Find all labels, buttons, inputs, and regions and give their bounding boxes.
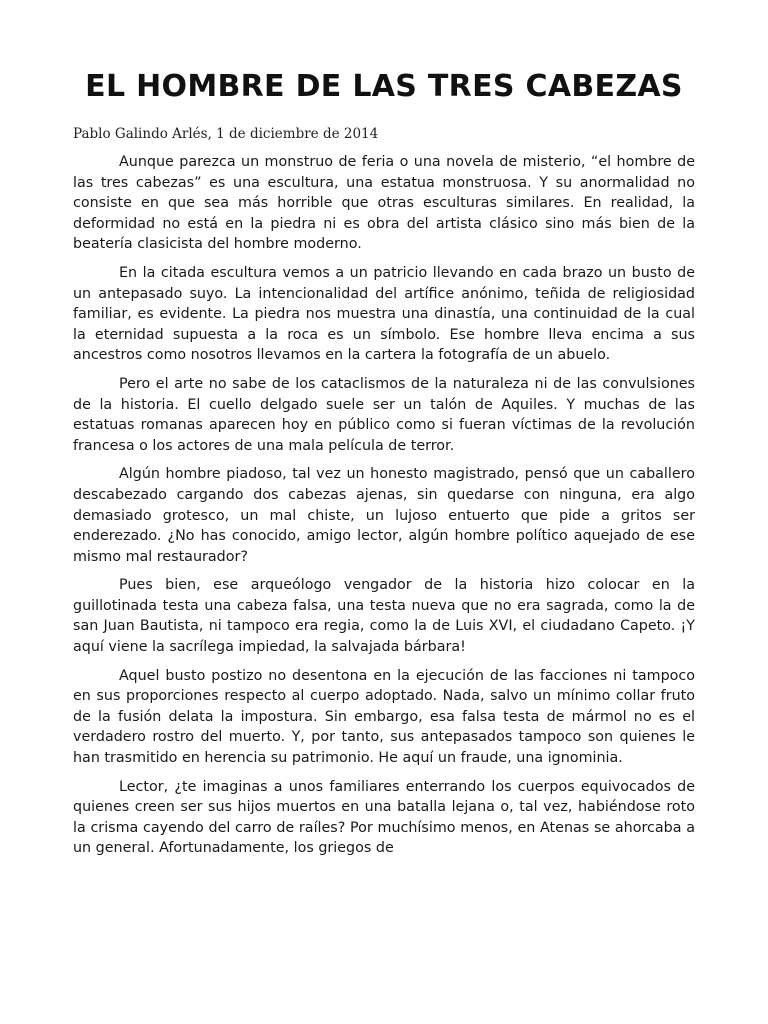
paragraph-7: Lector, ¿te imaginas a unos familiares enterrando los cuerpos equivocados de quienes creen ser sus hijos muertos en una batalla lejana o, tal vez, habiéndose roto la crisma cayendo del carro de raíles? Por muchísimo menos, en Atenas se ahorcaba a un general. Afortunadamente, los griegos de <box>73 778 695 857</box>
paragraph-3: Pero el arte no sabe de los cataclismos de la naturaleza ni de las convulsiones de la historia. El cuello delgado suele ser un talón de Aquiles. Y muchas de las estatuas romanas aparecen hoy en público como si fueran víctimas de la revolución francesa o los actores de una mala película de terror. <box>73 375 695 454</box>
paragraph-5: Pues bien, ese arqueólogo vengador de la historia hizo colocar en la guillotinada testa una cabeza falsa, una testa nueva que no era sagrada, como la de san Juan Bautista, ni tampoco era regia, como la de Luis XVI, el ciudadano Capeto. ¡Y aquí viene la sacrílega impiedad, la salvajada bárbara! <box>73 577 695 656</box>
document-page <box>73 66 695 859</box>
paragraph-6: Aquel busto postizo no desentona en la ejecución de las facciones ni tampoco en sus proporciones respecto al cuerpo adoptado. Nada, salvo un mínimo collar fruto de la fusión delata la impostura. Sin embargo, esa falsa testa de mármol no es el verdadero rostro del muerto. Y, por tanto, sus antepasados tampoco son quienes le han trasmitido en herencia su patrimonio. He aquí un fraude, una ignominia. <box>73 667 695 767</box>
paragraph-1: Aunque parezca un monstruo de feria o una novela de misterio, “el hombre de las tres cabezas” es una escultura, una estatua monstruosa. Y su anormalidad no consiste en que sea más horrible que otras esculturas similares. En realidad, la deformidad no está en la piedra ni es obra del artista clásico sino más bien de la beatería clasicista del hombre moderno. <box>73 154 695 253</box>
document-title: EL HOMBRE DE LAS TRES CABEZAS <box>85 69 683 104</box>
author-date-line: Pablo Galindo Arlés, 1 de diciembre de 2014 <box>73 126 379 142</box>
paragraph-2: En la citada escultura vemos a un patricio llevando en cada brazo un busto de un antepasado suyo. La intencionalidad del artífice anónimo, teñida de religiosidad familiar, es evidente. La piedra nos muestra una dinastía, una continuidad de la cual la eternidad supuesta a la roca es un símbolo. Ese hombre lleva encima a sus ancestros como nosotros llevamos en la cartera la fotografía de un abuelo. <box>73 264 695 364</box>
paragraph-4: Algún hombre piadoso, tal vez un honesto magistrado, pensó que un caballero descabezado cargando dos cabezas ajenas, sin quedarse con ninguna, era algo demasiado grotesco, un mal chiste, un lujoso entuerto que pide a gritos ser enderezado. ¿No has conocido, amigo lector, algún hombre político aquejado de ese mismo mal restaurador? <box>73 466 695 565</box>
